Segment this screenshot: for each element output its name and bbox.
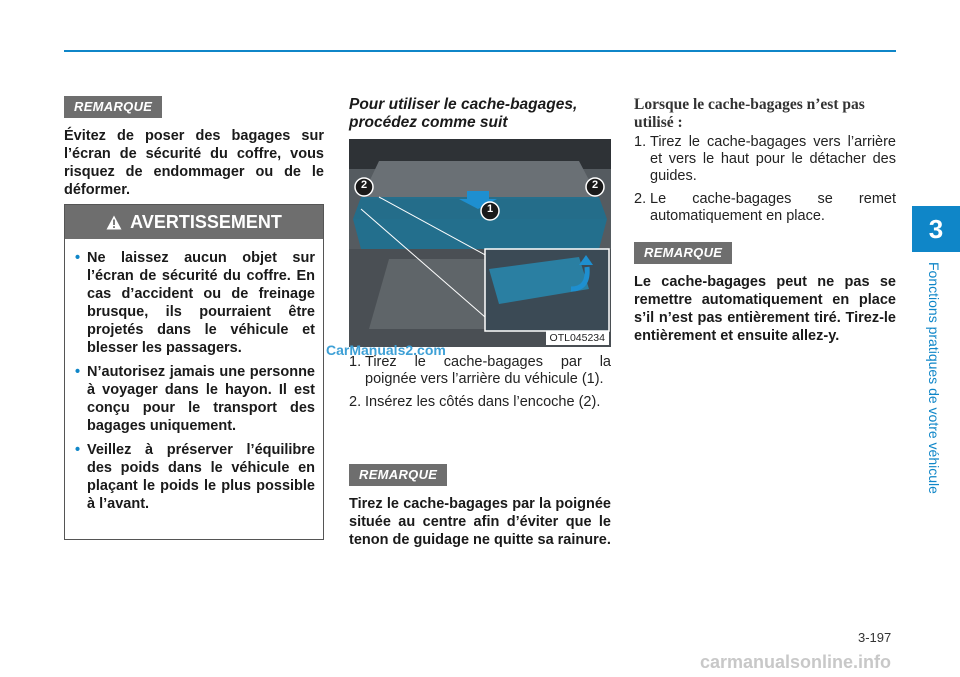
note-badge: REMARQUE <box>634 242 732 264</box>
cargo-area-illustration <box>349 139 611 347</box>
unused-steps <box>634 134 896 231</box>
step-item: 2. Insérez les côtés dans l’encoche (2). <box>349 394 601 410</box>
cargo-cover-figure <box>349 139 611 347</box>
warning-item: • N’autorisez jamais une personne à voyager dans le hayon. Il est conçu pour le transport des bagages uniquement. <box>75 363 315 435</box>
step-item: 2. Le cache-bagages se remet automatiquement en place. <box>634 191 896 224</box>
figure-caption: OTL045234 <box>546 331 609 345</box>
page-number: 3-197 <box>858 630 892 645</box>
callout-2-right: 2 <box>591 179 599 191</box>
callout-2-left: 2 <box>360 179 368 191</box>
usage-steps <box>349 354 611 417</box>
warning-triangle-icon <box>106 215 122 230</box>
watermark-carmanualsonline: carmanualsonline.info <box>700 652 892 672</box>
step-item: 1. Tirez le cache-bagages par la poignée vers l’arrière du véhicule (1). <box>349 354 611 387</box>
callout-1: 1 <box>486 203 494 215</box>
section-heading-usage: Pour utiliser le cache-bagages, procédez comme suit <box>349 96 578 131</box>
watermark-carmanuals2: CarManuals2.com <box>326 342 446 358</box>
top-rule <box>64 50 896 52</box>
step-item: 1. Tirez le cache-bagages vers l’arrière et vers le haut pour le détacher des guides. <box>634 134 896 184</box>
warning-header <box>65 205 323 239</box>
chapter-title: Fonctions pratiques de votre véhicule <box>926 262 942 494</box>
note-text: Le cache-bagages peut ne pas se remettre automatiquement en place s’il n’est pas entièrement tiré. Tirez-le entièrement et ensuite allez-y. <box>634 274 896 344</box>
chapter-number: 3 <box>928 213 944 244</box>
note-badge: REMARQUE <box>349 464 447 486</box>
note-badge: REMARQUE <box>64 96 162 118</box>
warning-title: AVERTISSEMENT <box>130 211 282 232</box>
warning-item: • Veillez à préserver l’équilibre des poids dans le véhicule en plaçant le poids le plus possible à l’avant. <box>75 441 315 513</box>
note-text: Tirez le cache-bagages par la poignée située au centre afin d’éviter que le tenon de guidage ne quitte sa rainure. <box>349 496 611 548</box>
note-text: Évitez de poser des bagages sur l’écran de sécurité du coffre, vous risquez de endommager ou de le déformer. <box>64 128 324 198</box>
chapter-tab <box>912 206 960 252</box>
warning-list <box>65 239 323 513</box>
warning-item: • Ne laissez aucun objet sur l’écran de sécurité du coffre. En cas d’accident ou de freinage brusque, ils pourraient être projetés dans le véhicule et blesser les passagers. <box>75 249 315 357</box>
section-heading-unused: Lorsque le cache-bagages n’est pas utilisé : <box>634 96 865 131</box>
warning-box <box>64 204 324 540</box>
